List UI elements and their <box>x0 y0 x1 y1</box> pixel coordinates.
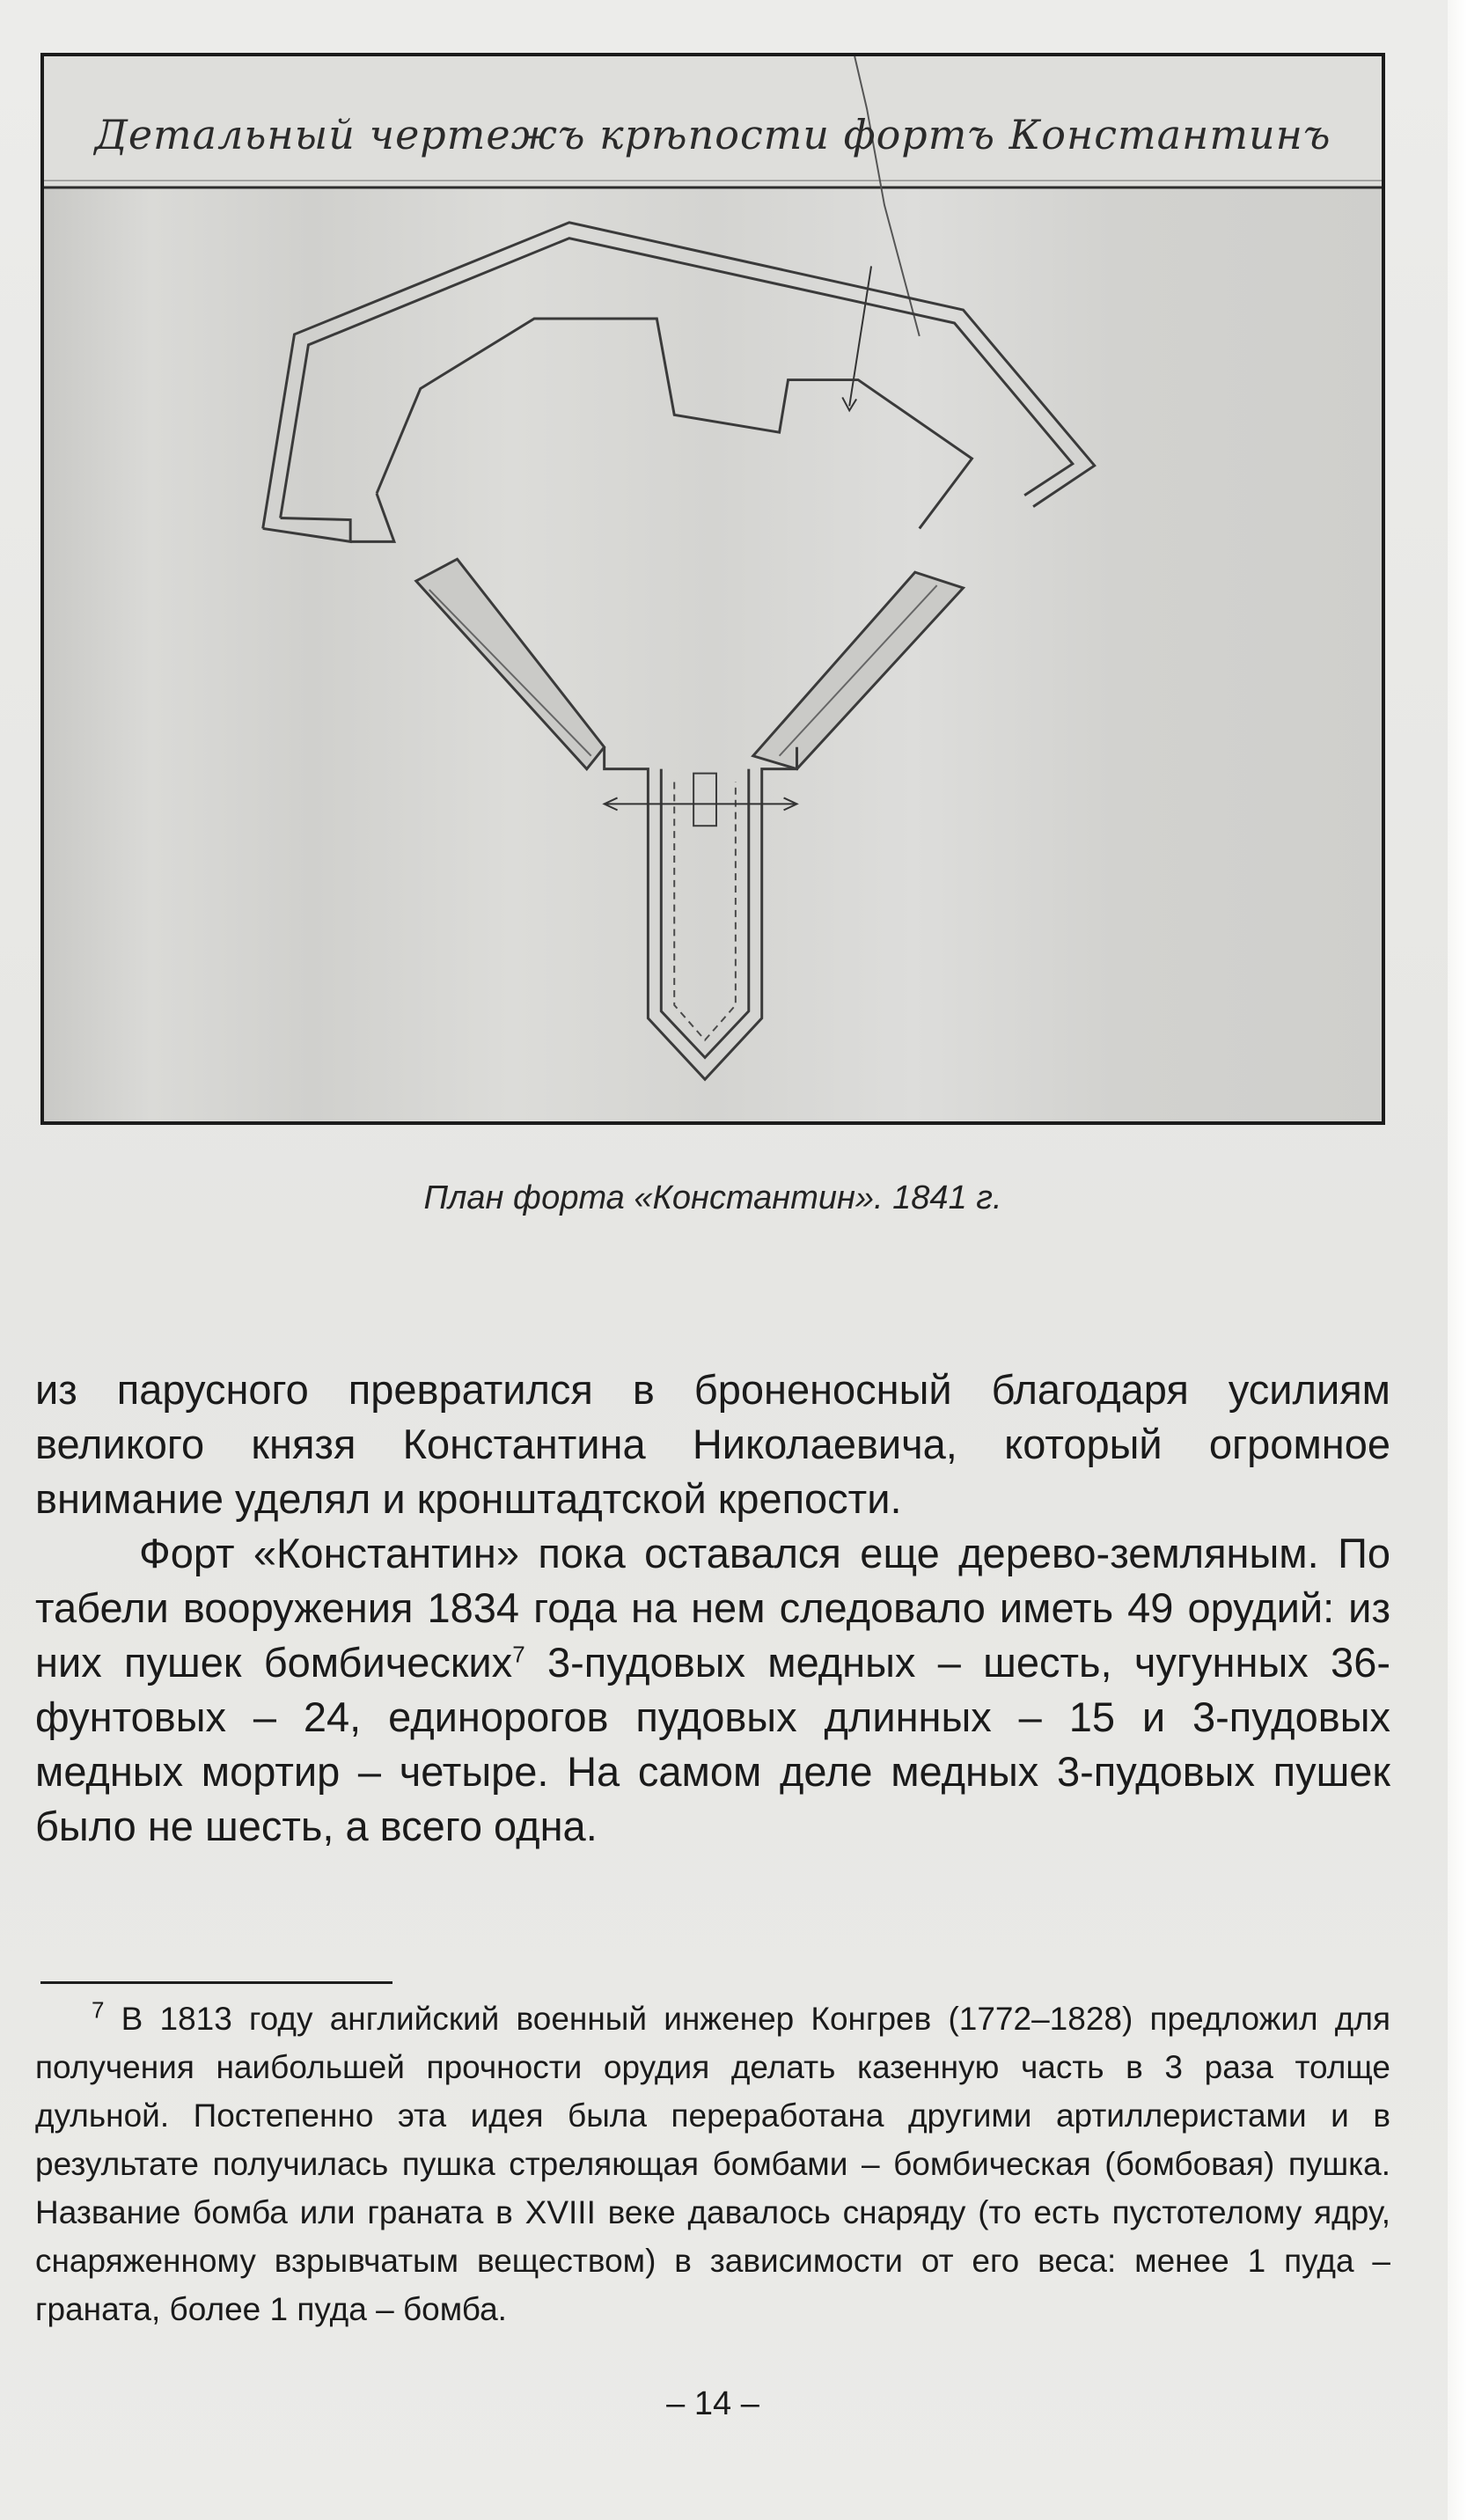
body-text <box>35 1363 1390 1854</box>
footnote-marker: 7 <box>92 1996 105 2024</box>
plan-paper <box>44 56 1382 1121</box>
paragraph-2 <box>35 1526 1390 1854</box>
fort-plan-figure <box>40 53 1385 1125</box>
drawing-title: Детальный чертежъ крѣпости фортъ Константинъ <box>94 111 1331 158</box>
paragraph-2-end: 3-пудовых медных – шесть, чугунных 36-фунтовых – 24, единорогов пудовых длинных – 15 и 3-пудовых медных мортир – четыре. На самом деле медных 3-пудовых пушек было не шесть, а всего одна. <box>35 1639 1390 1849</box>
footnote <box>35 1995 1390 2333</box>
page-number: – 14 – <box>666 2385 759 2422</box>
figure-caption: План форта «Константин». 1841 г. <box>423 1179 1002 1216</box>
fort-plan-drawing <box>44 56 1382 1121</box>
paragraph-1: из парусного превратился в броненосный благодаря усилиям великого князя Константина Николаевича, который огромное внимание уделял и кронштадтской крепости. <box>35 1366 1390 1522</box>
page-edge <box>1448 0 1467 2520</box>
footnote-reference[interactable]: 7 <box>512 1641 525 1668</box>
footnote-separator <box>40 1981 392 1984</box>
paragraph-2-start: Форт «Константин» пока оставался еще дерево-земляным. По табели вооружения 1834 года на нем следовало иметь 49 орудий: из них пушек бомбических <box>35 1530 1390 1686</box>
footnote-text: В 1813 году английский военный инженер Конгрев (1772–1828) предложил для получения наибольшей прочности орудия делать казенную часть в 3 раза толще дульной. Постепенно эта идея была переработана другими артиллеристами и в результате получилась пушка стреляющая бомбами – бомбическая (бомбовая) пушка. Название бомба или граната в XVIII веке давалось снаряду (то есть пустотелому ядру, снаряженному взрывчатым веществом) в зависимости от его веса: менее 1 пуда – граната, более 1 пуда – бомба. <box>35 2001 1390 2327</box>
